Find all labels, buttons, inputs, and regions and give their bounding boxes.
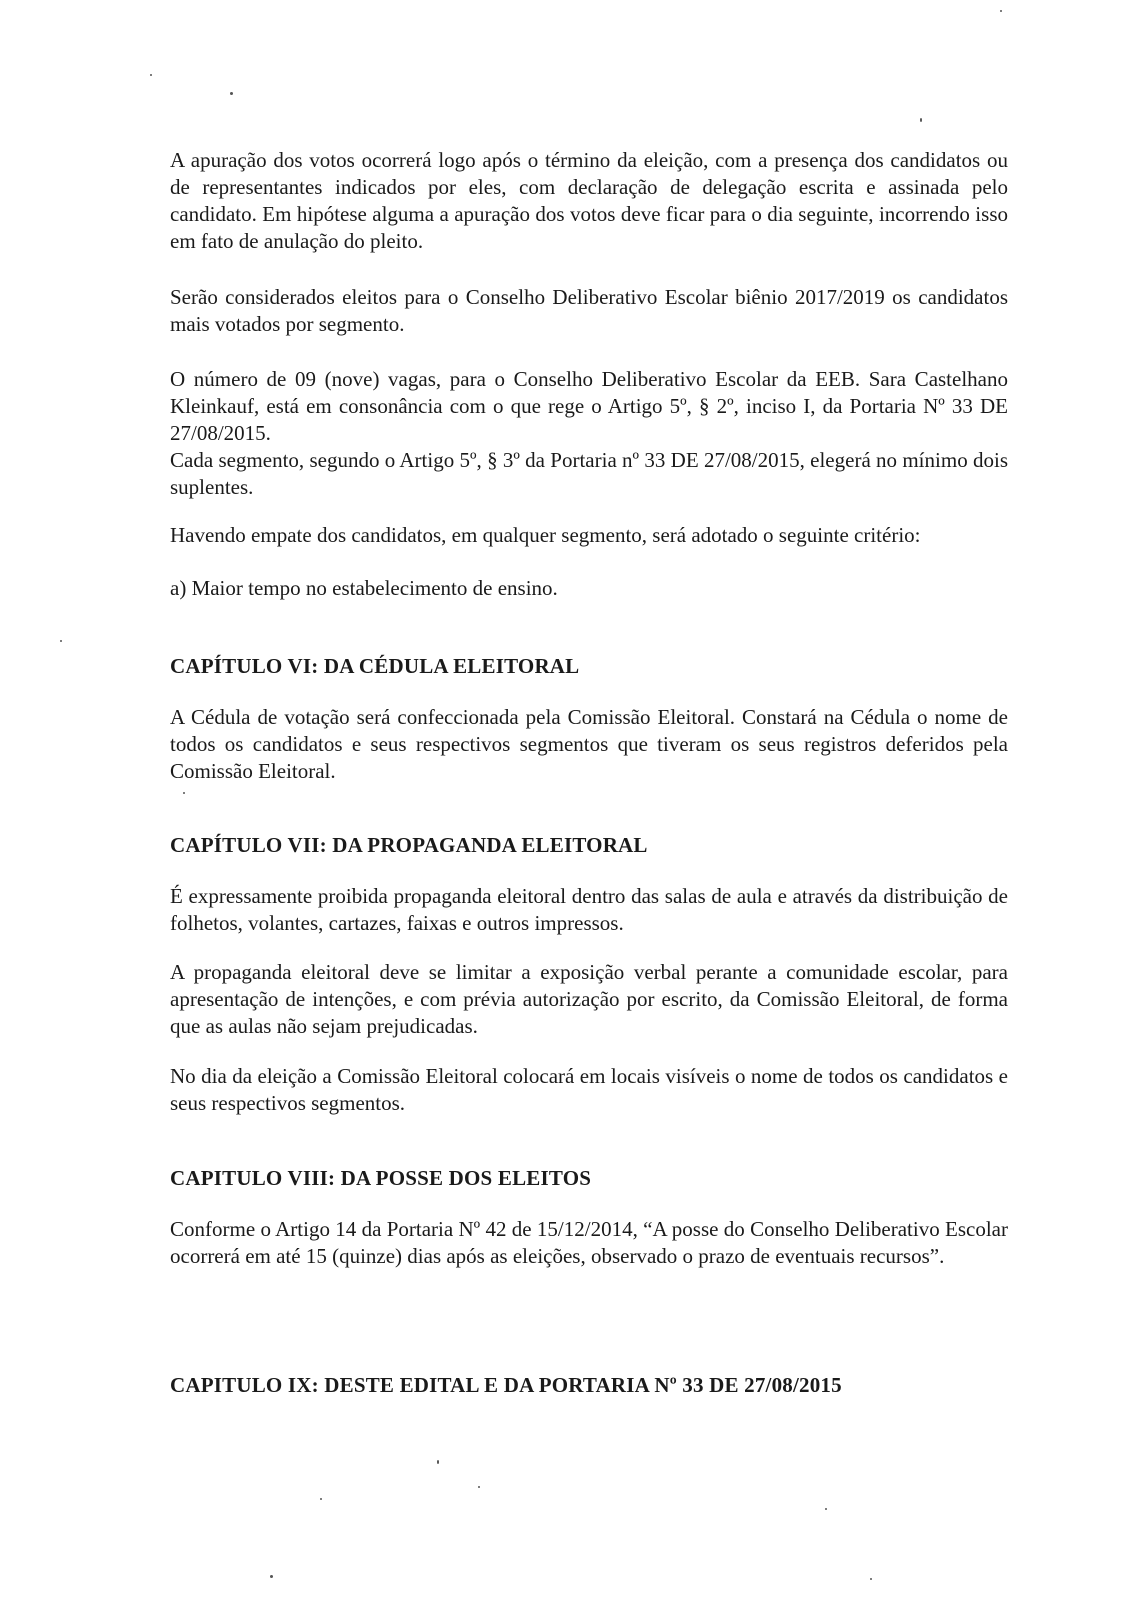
scan-speck — [870, 1578, 872, 1580]
paragraph-criterion-a: a) Maior tempo no estabelecimento de ensino. — [170, 576, 558, 600]
scan-speck — [60, 640, 62, 642]
paragraph-ballot: A Cédula de votação será confeccionada pela Comissão Eleitoral. Constará na Cédula o nome de todos os candidatos e seus respectivos segmentos que tiveram os seus registros deferidos pela Comissão Eleitoral. — [170, 705, 1008, 783]
paragraph-elected-members: Serão considerados eleitos para o Conselho Deliberativo Escolar biênio 2017/2019 os candidatos mais votados por segmento. — [170, 285, 1008, 336]
paragraph-vacancies: O número de 09 (nove) vagas, para o Conselho Deliberativo Escolar da EEB. Sara Castelhano Kleinkauf, está em consonância com o que rege o Artigo 5º, § 2º, inciso I, da Portaria Nº 33 DE 27/08/2015. — [170, 367, 1008, 445]
paragraph-vote-counting: A apuração dos votos ocorrerá logo após o término da eleição, com a presença dos candidatos ou de representantes indicados por eles, com declaração de delegação escrita e assinada pelo candidato. Em hipótese alguma a apuração dos votos deve ficar para o dia seguinte, incorrendo isso em fato de anulação do pleito. — [170, 148, 1008, 253]
scan-speck — [183, 792, 185, 794]
scan-speck — [270, 1575, 273, 1578]
paragraph-alternates: Cada segmento, segundo o Artigo 5º, § 3º da Portaria nº 33 DE 27/08/2015, elegerá no mínimo dois suplentes. — [170, 448, 1008, 499]
paragraph-tie-criteria: Havendo empate dos candidatos, em qualquer segmento, será adotado o seguinte critério: — [170, 523, 921, 547]
scan-speck — [1000, 10, 1002, 12]
paragraph-propaganda-verbal: A propaganda eleitoral deve se limitar a exposição verbal perante a comunidade escolar, para apresentação de intenções, e com prévia autorização por escrito, da Comissão Eleitoral, de forma que as aulas não sejam prejudicadas. — [170, 960, 1008, 1038]
heading-chapter-vii: CAPÍTULO VII: DA PROPAGANDA ELEITORAL — [170, 833, 648, 857]
heading-chapter-viii: CAPITULO VIII: DA POSSE DOS ELEITOS — [170, 1166, 592, 1190]
scan-speck — [230, 92, 233, 95]
scan-speck — [920, 118, 922, 122]
heading-chapter-ix: CAPITULO IX: DESTE EDITAL E DA PORTARIA Nº 33 DE 27/08/2015 — [170, 1373, 842, 1397]
paragraph-propaganda-prohibited: É expressamente proibida propaganda eleitoral dentro das salas de aula e através da distribuição de folhetos, volantes, cartazes, faixas e outros impressos. — [170, 884, 1008, 935]
scan-speck — [150, 74, 152, 76]
scan-speck — [320, 1498, 322, 1500]
scan-speck — [825, 1508, 827, 1510]
scan-speck — [478, 1486, 480, 1488]
paragraph-election-day: No dia da eleição a Comissão Eleitoral colocará em locais visíveis o nome de todos os candidatos e seus respectivos segmentos. — [170, 1064, 1008, 1115]
heading-chapter-vi: CAPÍTULO VI: DA CÉDULA ELEITORAL — [170, 654, 580, 678]
paragraph-inauguration: Conforme o Artigo 14 da Portaria Nº 42 de 15/12/2014, “A posse do Conselho Deliberativo Escolar ocorrerá em até 15 (quinze) dias após as eleições, observado o prazo de eventuais recursos”. — [170, 1217, 1008, 1268]
scan-speck — [437, 1460, 439, 1464]
